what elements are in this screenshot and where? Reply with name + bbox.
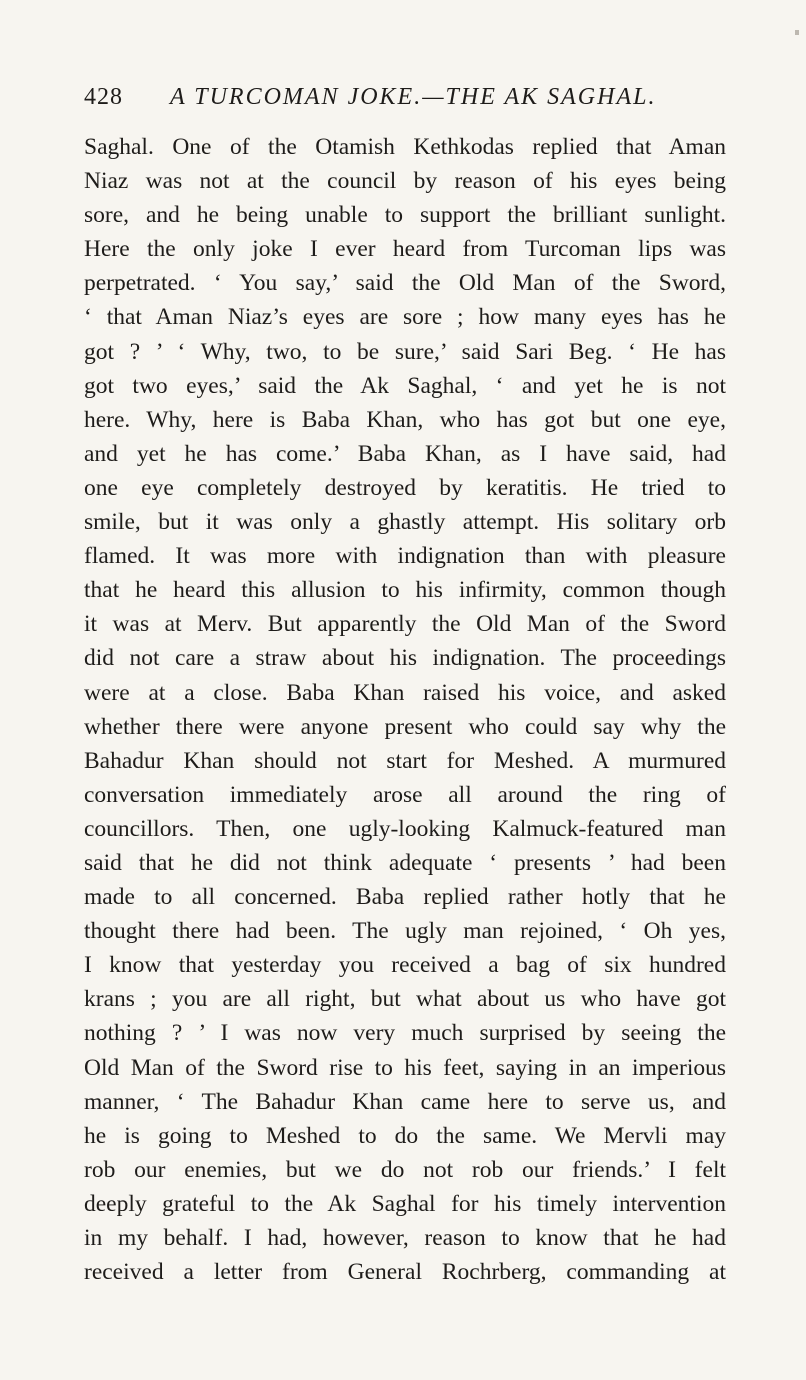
running-title: A TURCOMAN JOKE.—THE AK SAGHAL. xyxy=(170,84,657,110)
text-line: got ? ’ ‘ Why, two, to be sure,’ said Sari Beg. ‘ He has xyxy=(84,338,726,365)
text-line: manner, ‘ The Bahadur Khan came here to serve us, and xyxy=(84,1088,726,1115)
text-line: krans ; you are all right, but what about us who have got xyxy=(84,986,726,1013)
text-line: here. Why, here is Baba Khan, who has got but one eye, xyxy=(84,406,726,433)
text-line: made to all concerned. Baba replied rather hotly that he xyxy=(84,884,726,911)
text-line: it was at Merv. But apparently the Old Man of the Sword xyxy=(84,611,726,638)
text-line: did not care a straw about his indignation. The proceedings xyxy=(84,645,726,672)
text-line: sore, and he being unable to support the brilliant sunlight. xyxy=(84,202,726,229)
text-line: Bahadur Khan should not start for Meshed. A murmured xyxy=(84,747,726,774)
running-head xyxy=(84,84,724,118)
text-line: and yet he has come.’ Baba Khan, as I have said, had xyxy=(84,440,726,467)
text-line: that he heard this allusion to his infirmity, common though xyxy=(84,577,726,604)
text-line: Niaz was not at the council by reason of his eyes being xyxy=(84,168,726,195)
text-line: smile, but it was only a ghastly attempt. His solitary orb xyxy=(84,509,726,536)
text-line: said that he did not think adequate ‘ presents ’ had been xyxy=(84,849,726,876)
text-line: received a letter from General Rochrberg, commanding at xyxy=(84,1259,726,1286)
text-line: councillors. Then, one ugly-looking Kalmuck-featured man xyxy=(84,815,726,842)
text-line: Here the only joke I ever heard from Turcoman lips was xyxy=(84,236,726,263)
text-line: one eye completely destroyed by keratitis. He tried to xyxy=(84,474,726,501)
text-line: he is going to Meshed to do the same. We Mervli may xyxy=(84,1122,726,1149)
page-number: 428 xyxy=(84,84,123,110)
text-line: nothing ? ’ I was now very much surprised by seeing the xyxy=(84,1020,726,1047)
text-line: deeply grateful to the Ak Saghal for his timely intervention xyxy=(84,1190,726,1217)
text-line: conversation immediately arose all around the ring of xyxy=(84,781,726,808)
text-line: ‘ that Aman Niaz’s eyes are sore ; how many eyes has he xyxy=(84,304,726,331)
text-line: in my behalf. I had, however, reason to know that he had xyxy=(84,1225,726,1251)
body-text xyxy=(84,130,726,1289)
text-line: perpetrated. ‘ You say,’ said the Old Man of the Sword, xyxy=(84,270,726,297)
text-line: whether there were anyone present who could say why the xyxy=(84,713,726,740)
text-line: were at a close. Baba Khan raised his voice, and asked xyxy=(84,679,726,706)
text-line: Old Man of the Sword rise to his feet, saying in an imperious xyxy=(84,1054,726,1081)
text-line: got two eyes,’ said the Ak Saghal, ‘ and yet he is not xyxy=(84,372,726,399)
text-line: rob our enemies, but we do not rob our friends.’ I felt xyxy=(84,1156,726,1183)
text-line: Saghal. One of the Otamish Kethkodas replied that Aman xyxy=(84,134,726,160)
text-line: thought there had been. The ugly man rejoined, ‘ Oh yes, xyxy=(84,918,726,945)
text-line: flamed. It was more with indignation than with pleasure xyxy=(84,543,726,570)
text-line: I know that yesterday you received a bag of six hundred xyxy=(84,952,726,979)
page-speck xyxy=(795,30,799,35)
